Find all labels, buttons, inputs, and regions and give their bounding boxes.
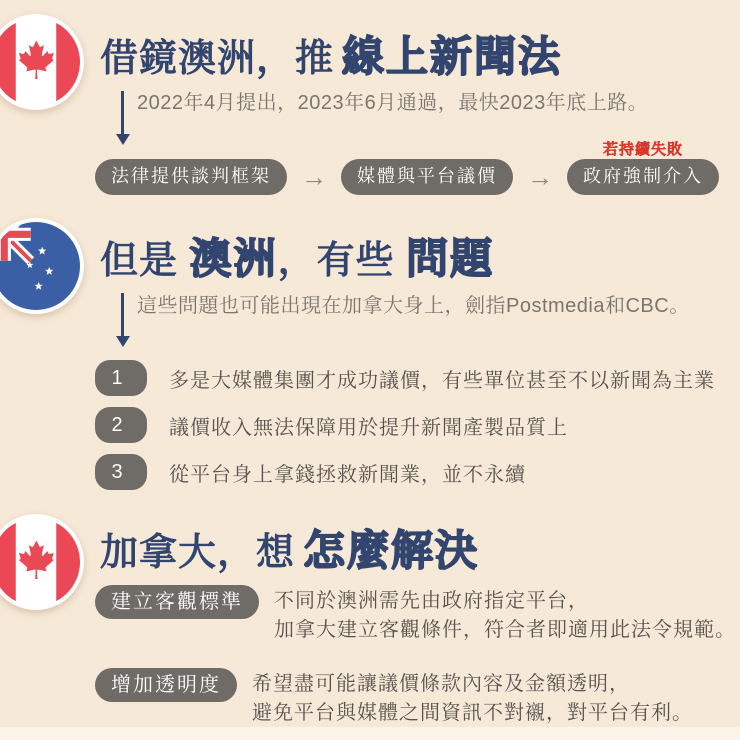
flow-step-legal-framework: 法律提供談判框架	[95, 159, 287, 195]
right-arrow-icon: →	[301, 161, 327, 192]
down-arrow-icon	[121, 293, 124, 337]
problem-item-2	[95, 407, 715, 443]
flow-step-government-intervention: 政府強制介入	[567, 159, 719, 195]
section1-title	[100, 24, 562, 84]
section3-title-regular: 加拿大，想	[100, 532, 296, 574]
section2-subtitle: 這些問題也可能出現在加拿大身上，劍指Postmedia和CBC。	[137, 295, 690, 317]
flow-warning-label: 若持續失敗	[602, 141, 683, 158]
section2-title-part1: 但是	[100, 240, 179, 282]
solution-text	[274, 585, 736, 645]
flow-diagram	[95, 141, 719, 195]
solution-text	[252, 668, 693, 728]
section1-subtitle: 2022年4月提出，2023年6月通過，最快2023年底上路。	[137, 92, 649, 114]
bottom-strip	[0, 727, 740, 740]
right-arrow-icon: →	[527, 161, 553, 192]
solution-label: 增加透明度	[95, 668, 237, 702]
problem-item-3	[95, 454, 715, 490]
problem-list	[95, 360, 715, 501]
solution-text-line1: 希望盡可能讓議價條款內容及金額透明，	[252, 673, 630, 695]
australia-flag-icon	[0, 218, 84, 314]
section1-title-bold: 線上新聞法	[342, 33, 563, 80]
solution-item-transparency	[95, 668, 736, 728]
section2-title-bold2: 問題	[406, 235, 495, 282]
number-badge: 2	[95, 407, 147, 443]
number-badge: 3	[95, 454, 147, 490]
solution-label: 建立客觀標準	[95, 585, 259, 619]
section2-title-part2: ，有些	[277, 240, 395, 282]
problem-text: 多是大媒體集團才成功議價，有些單位甚至不以新聞為主業	[169, 369, 715, 392]
solution-text-line2: 加拿大建立客觀條件，符合者即適用此法令規範。	[274, 619, 736, 641]
solution-list	[95, 585, 736, 740]
number-badge: 1	[95, 360, 147, 396]
section1-title-regular: 借鏡澳洲，推	[100, 38, 335, 80]
solution-text-line1: 不同於澳洲需先由政府指定平台，	[274, 590, 589, 612]
problem-item-1	[95, 360, 715, 396]
down-arrow-icon	[121, 91, 124, 135]
solution-item-objective-criteria	[95, 585, 736, 645]
section3-title-bold: 怎麼解決	[303, 527, 480, 574]
flow-step-government-wrap	[567, 141, 719, 195]
flow-step-media-bargaining: 媒體與平台議價	[341, 159, 513, 195]
solution-text-line2: 避免平台與媒體之間資訊不對襯，對平台有利。	[252, 702, 693, 724]
section3-title	[100, 518, 479, 578]
section2-title-bold1: 澳洲	[189, 235, 278, 282]
canada-flag-icon	[0, 514, 84, 610]
problem-text: 議價收入無法保障用於提升新聞產製品質上	[169, 416, 568, 439]
canada-flag-icon	[0, 14, 84, 110]
section2-title	[100, 226, 494, 286]
problem-text: 從平台身上拿錢拯救新聞業，並不永續	[169, 463, 526, 486]
